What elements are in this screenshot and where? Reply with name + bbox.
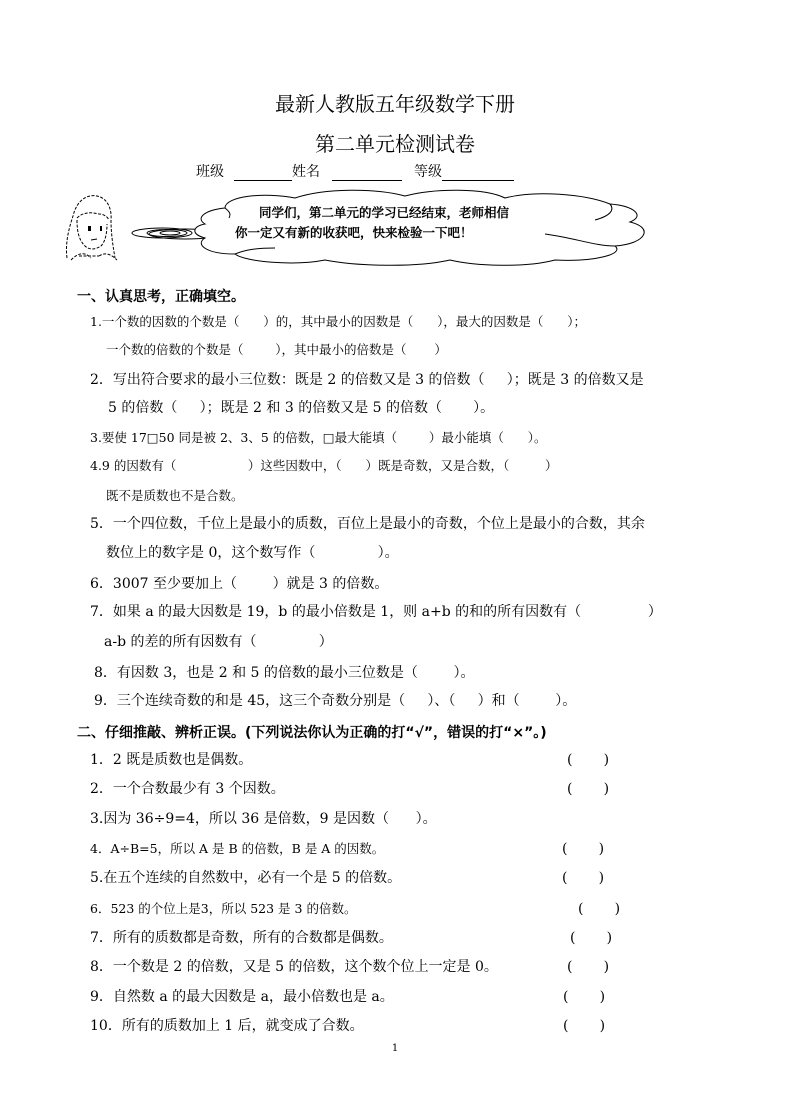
judge-answer-10[interactable]: ( ) <box>563 1018 606 1034</box>
exam-title: 最新人教版五年级数学下册 <box>275 92 515 116</box>
fill-question-9: 9．三个连续奇数的和是 45，这三个奇数分别是（ ）、（ ）和（ ）。 <box>94 693 577 709</box>
name-label: 姓名 <box>292 164 320 180</box>
judge-answer-7[interactable]: ( ) <box>570 930 613 946</box>
fill-question-1-line1: 1.一个数的因数的个数是（ ）的，其中最小的因数是（ ），最大的因数是（ ）； <box>90 314 586 329</box>
judge-answer-6[interactable]: ( ) <box>578 901 621 917</box>
teacher-speech-area <box>55 188 695 268</box>
bubble-message-line2: 你一定又有新的收获吧，快来检验一下吧！ <box>235 225 473 240</box>
name-blank[interactable] <box>332 166 402 181</box>
judge-question-8: 8．一个数是 2 的倍数，又是 5 的倍数，这个数个位上一定是 0。 <box>90 959 498 975</box>
judge-question-4: 4．A÷B=5，所以 A 是 B 的倍数，B 是 A 的因数。 <box>90 841 385 856</box>
fill-question-3: 3.要使 17□50 同是被 2、3、5 的倍数，□最大能填（ ）最小能填（ ）。 <box>90 430 547 445</box>
fill-question-4-line2: 既不是质数也不是合数。 <box>106 488 244 503</box>
bubble-message-line1: 同学们，第二单元的学习已经结束，老师相信 <box>259 205 510 220</box>
judge-answer-8[interactable]: ( ) <box>567 959 610 975</box>
judge-question-6: 6．523 的个位上是3，所以 523 是 3 的倍数。 <box>90 901 357 916</box>
judge-answer-2[interactable]: ( ) <box>567 781 610 797</box>
class-blank[interactable] <box>234 166 292 181</box>
judge-question-10: 10．所有的质数加上 1 后，就变成了合数。 <box>90 1018 364 1034</box>
grade-blank[interactable] <box>442 166 514 181</box>
judge-answer-5[interactable]: ( ) <box>562 870 605 886</box>
fill-question-8: 8．有因数 3，也是 2 和 5 的倍数的最小三位数是（ ）。 <box>94 665 475 681</box>
judge-answer-9[interactable]: ( ) <box>563 989 606 1005</box>
judge-question-1: 1．2 既是质数也是偶数。 <box>90 752 253 768</box>
student-info-line <box>196 161 514 181</box>
judge-question-5: 5.在五个连续的自然数中，必有一个是 5 的倍数。 <box>90 870 402 886</box>
judge-question-2: 2．一个合数最少有 3 个因数。 <box>90 781 285 797</box>
fill-question-7-line2: a-b 的差的所有因数有（ ） <box>104 634 333 650</box>
fill-question-6: 6．3007 至少要加上（ ）就是 3 的倍数。 <box>90 576 389 592</box>
fill-question-7-line1: 7．如果 a 的最大因数是 19，b 的最小倍数是 1，则 a+b 的和的所有因数有（ ） <box>90 604 662 620</box>
class-label: 班级 <box>196 164 224 180</box>
judge-answer-1[interactable]: ( ) <box>567 752 610 768</box>
fill-question-5-line2: 数位上的数字是 0，这个数写作（ ）。 <box>106 545 399 561</box>
judge-question-3: 3.因为 36÷9=4，所以 36 是倍数，9 是因数（ ）。 <box>90 811 437 827</box>
section2-heading: 二、仔细推敲、辨析正误。(下列说法你认为正确的打“√”，错误的打“×”。) <box>77 725 547 741</box>
fill-question-2-line1: 2．写出符合要求的最小三位数：既是 2 的倍数又是 3 的倍数（ ）；既是 3 的倍数又是 <box>90 372 644 388</box>
judge-question-9: 9．自然数 a 的最大因数是 a，最小倍数也是 a。 <box>90 989 394 1005</box>
fill-question-1-line2: 一个数的倍数的个数是（ ），其中最小的倍数是（ ） <box>106 342 447 357</box>
fill-question-5-line1: 5．一个四位数，千位上是最小的质数，百位上是最小的奇数，个位上是最小的合数，其余 <box>90 516 645 532</box>
grade-label: 等级 <box>414 164 442 180</box>
fill-question-2-line2: 5 的倍数（ ）；既是 2 和 3 的倍数又是 5 的倍数（ ）。 <box>108 400 495 416</box>
exam-subtitle: 第二单元检测试卷 <box>315 132 475 156</box>
section1-heading: 一、认真思考，正确填空。 <box>77 289 245 305</box>
page-number: 1 <box>391 1043 399 1054</box>
fill-question-4-line1: 4.9 的因数有（ ）这些因数中，（ ）既是奇数，又是合数，（ ） <box>90 458 558 473</box>
judge-answer-4[interactable]: ( ) <box>562 841 605 857</box>
judge-question-7: 7．所有的质数都是奇数，所有的合数都是偶数。 <box>90 930 393 946</box>
